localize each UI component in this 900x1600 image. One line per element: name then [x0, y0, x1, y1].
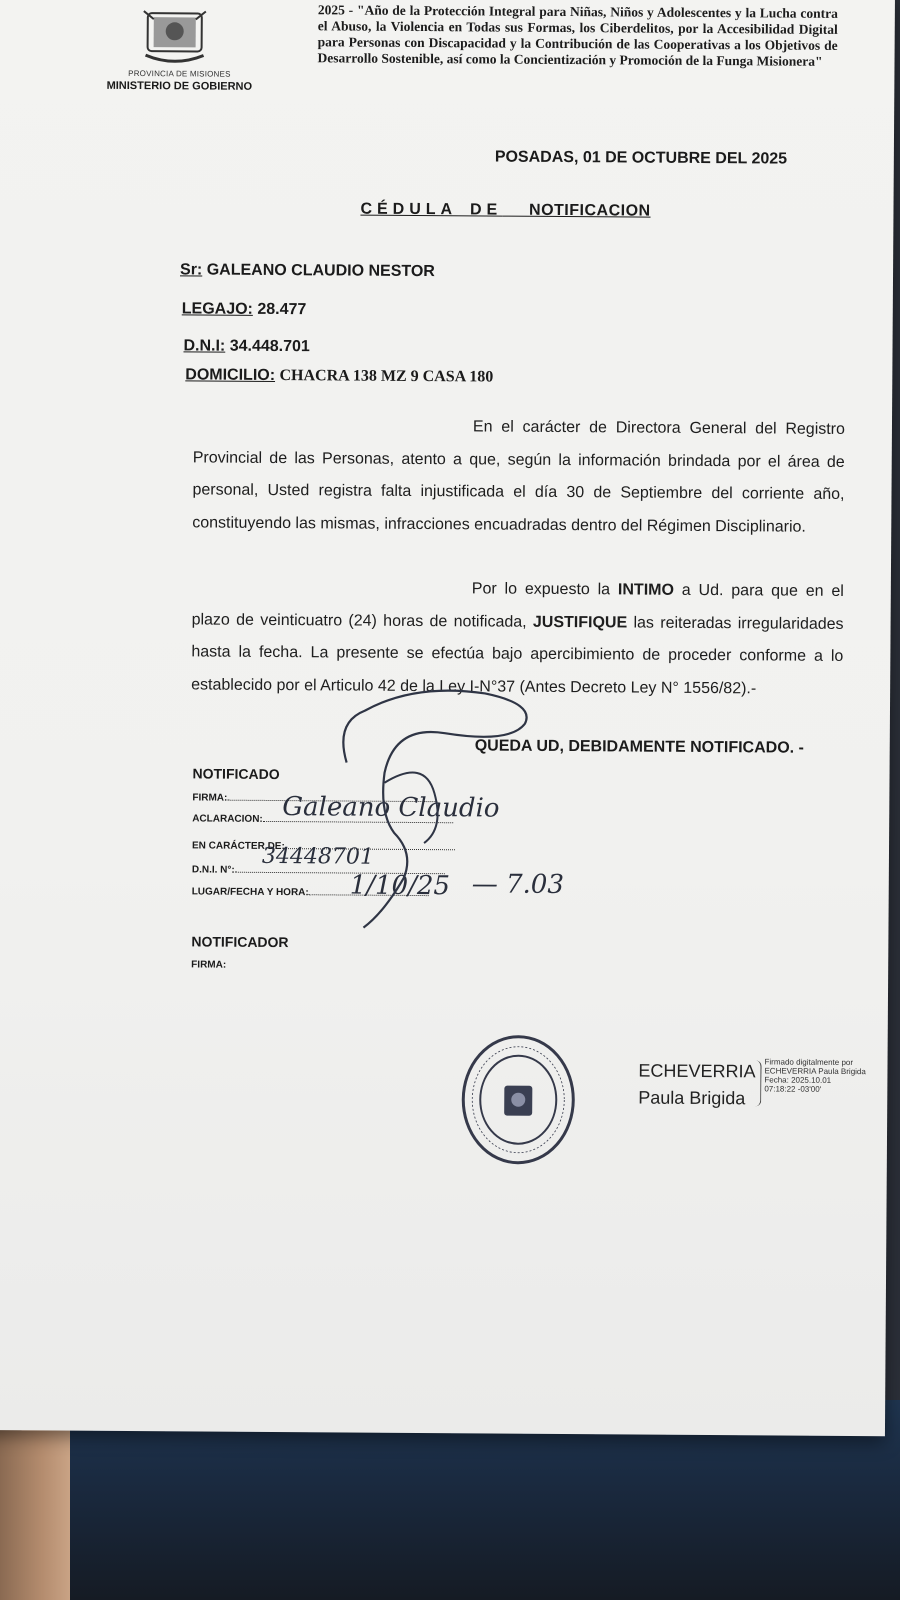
legajo-label: LEGAJO: — [181, 300, 253, 318]
paragraph-1 — [192, 409, 845, 544]
domicilio-label: DOMICILIO: — [185, 366, 276, 384]
province-label: PROVINCIA DE MISIONES — [128, 68, 231, 79]
handwritten-dni: 34448701 — [261, 843, 375, 870]
signature-meta-line-2: ECHEVERRIA Paula Brigida — [764, 1066, 866, 1077]
caracter-label: EN CARÁCTER DE: — [192, 839, 455, 853]
dni-label: D.N.I: — [183, 337, 226, 355]
recipient-name-row — [180, 261, 435, 281]
domicilio-value: CHACRA 138 MZ 9 CASA 180 — [279, 367, 494, 386]
signer-name — [638, 1058, 755, 1113]
notificado-heading: NOTIFICADO — [192, 765, 280, 783]
legajo-row — [182, 300, 307, 319]
title-part-2: NOTIFICACION — [529, 201, 651, 220]
dni-row — [183, 337, 309, 356]
justifique-emphasis: JUSTIFIQUE — [532, 613, 628, 631]
document-date: POSADAS, 01 DE OCTUBRE DEL 2025 — [494, 148, 788, 168]
ministry-label: MINISTERIO DE GOBIERNO — [106, 79, 253, 93]
document-title — [360, 201, 650, 221]
handwritten-signature — [323, 662, 545, 944]
lugar-fecha-label: LUGAR/FECHA Y HORA: — [192, 885, 429, 899]
domicilio-row — [185, 366, 493, 386]
signer-given-name: Paula Brigida — [638, 1087, 746, 1109]
signature-meta-line-1: Firmado digitalmente por — [764, 1057, 854, 1068]
dni-value: 34.448.701 — [229, 337, 310, 356]
official-seal-icon — [460, 1033, 577, 1166]
signature-bracket — [754, 1060, 761, 1106]
province-crest-icon — [139, 7, 209, 65]
year-motto: 2025 - "Año de la Protección Integral para Niñas, Niños y Adolescentes y la Lucha contra el Abuso, la Violencia en Todas sus Formas, los Ciberdelitos, por la Accesibilidad Digital para Personas con Discapacidad y la Contribución de las Cooperativas a los Objetivos de Desarrollo Sostenible, así como la Concientización y Promoción de la Funga Misionera" — [317, 2, 838, 69]
paragraph-2-text-c: a Ud. para que en el plazo de veinticuatro (24) horas de notificada, — [191, 581, 844, 631]
recipient-name: GALEANO CLAUDIO NESTOR — [206, 261, 435, 281]
legajo-value: 28.477 — [257, 300, 307, 319]
handwritten-name: Galeano Claudio — [282, 792, 500, 824]
sr-label: Sr: — [179, 261, 203, 279]
paragraph-1-text: En el carácter de Directora General del Registro Provincial de las Personas, atento a que, según la información brindada por el área de personal, Usted registra falta injustificada el día 30 de Septiembre del corriente año, constituyendo las mismas, infracciones encuadradas dentro del Régimen Disciplinario. — [192, 418, 846, 536]
signature-meta-line-3: Fecha: 2025.10.01 — [764, 1075, 832, 1085]
aclaracion-label: ACLARACION: — [192, 812, 453, 826]
notificador-firma-label: FIRMA: — [191, 959, 227, 971]
digital-signature-meta — [764, 1057, 866, 1094]
handwritten-date: 1/10/25 — [349, 870, 451, 902]
intimo-emphasis: INTIMO — [617, 581, 675, 599]
title-part-1: CÉDULA DE — [360, 200, 503, 219]
paragraph-2-text-a: Por lo expuesto la — [471, 580, 619, 599]
notificador-heading: NOTIFICADOR — [191, 933, 289, 951]
signature-meta-line-4: 07:18:22 -03'00' — [764, 1084, 822, 1094]
notificado-dni-label: D.N.I. N°: — [192, 863, 445, 877]
handwritten-time: — 7.03 — [471, 869, 565, 901]
signer-surname: ECHEVERRIA — [638, 1060, 756, 1082]
firma-label: FIRMA: — [192, 791, 437, 805]
paragraph-2-text-e: las reiteradas irregularidades hasta la fecha. La presente se efectúa bajo apercibimiento de proceder conforme a lo establecido por el Articulo 42 de la Ley I-N°37 (Antes Decreto Ley N° 1556/82).- — [191, 613, 844, 697]
notified-statement: QUEDA UD, DEBIDAMENTE NOTIFICADO. - — [474, 737, 804, 757]
